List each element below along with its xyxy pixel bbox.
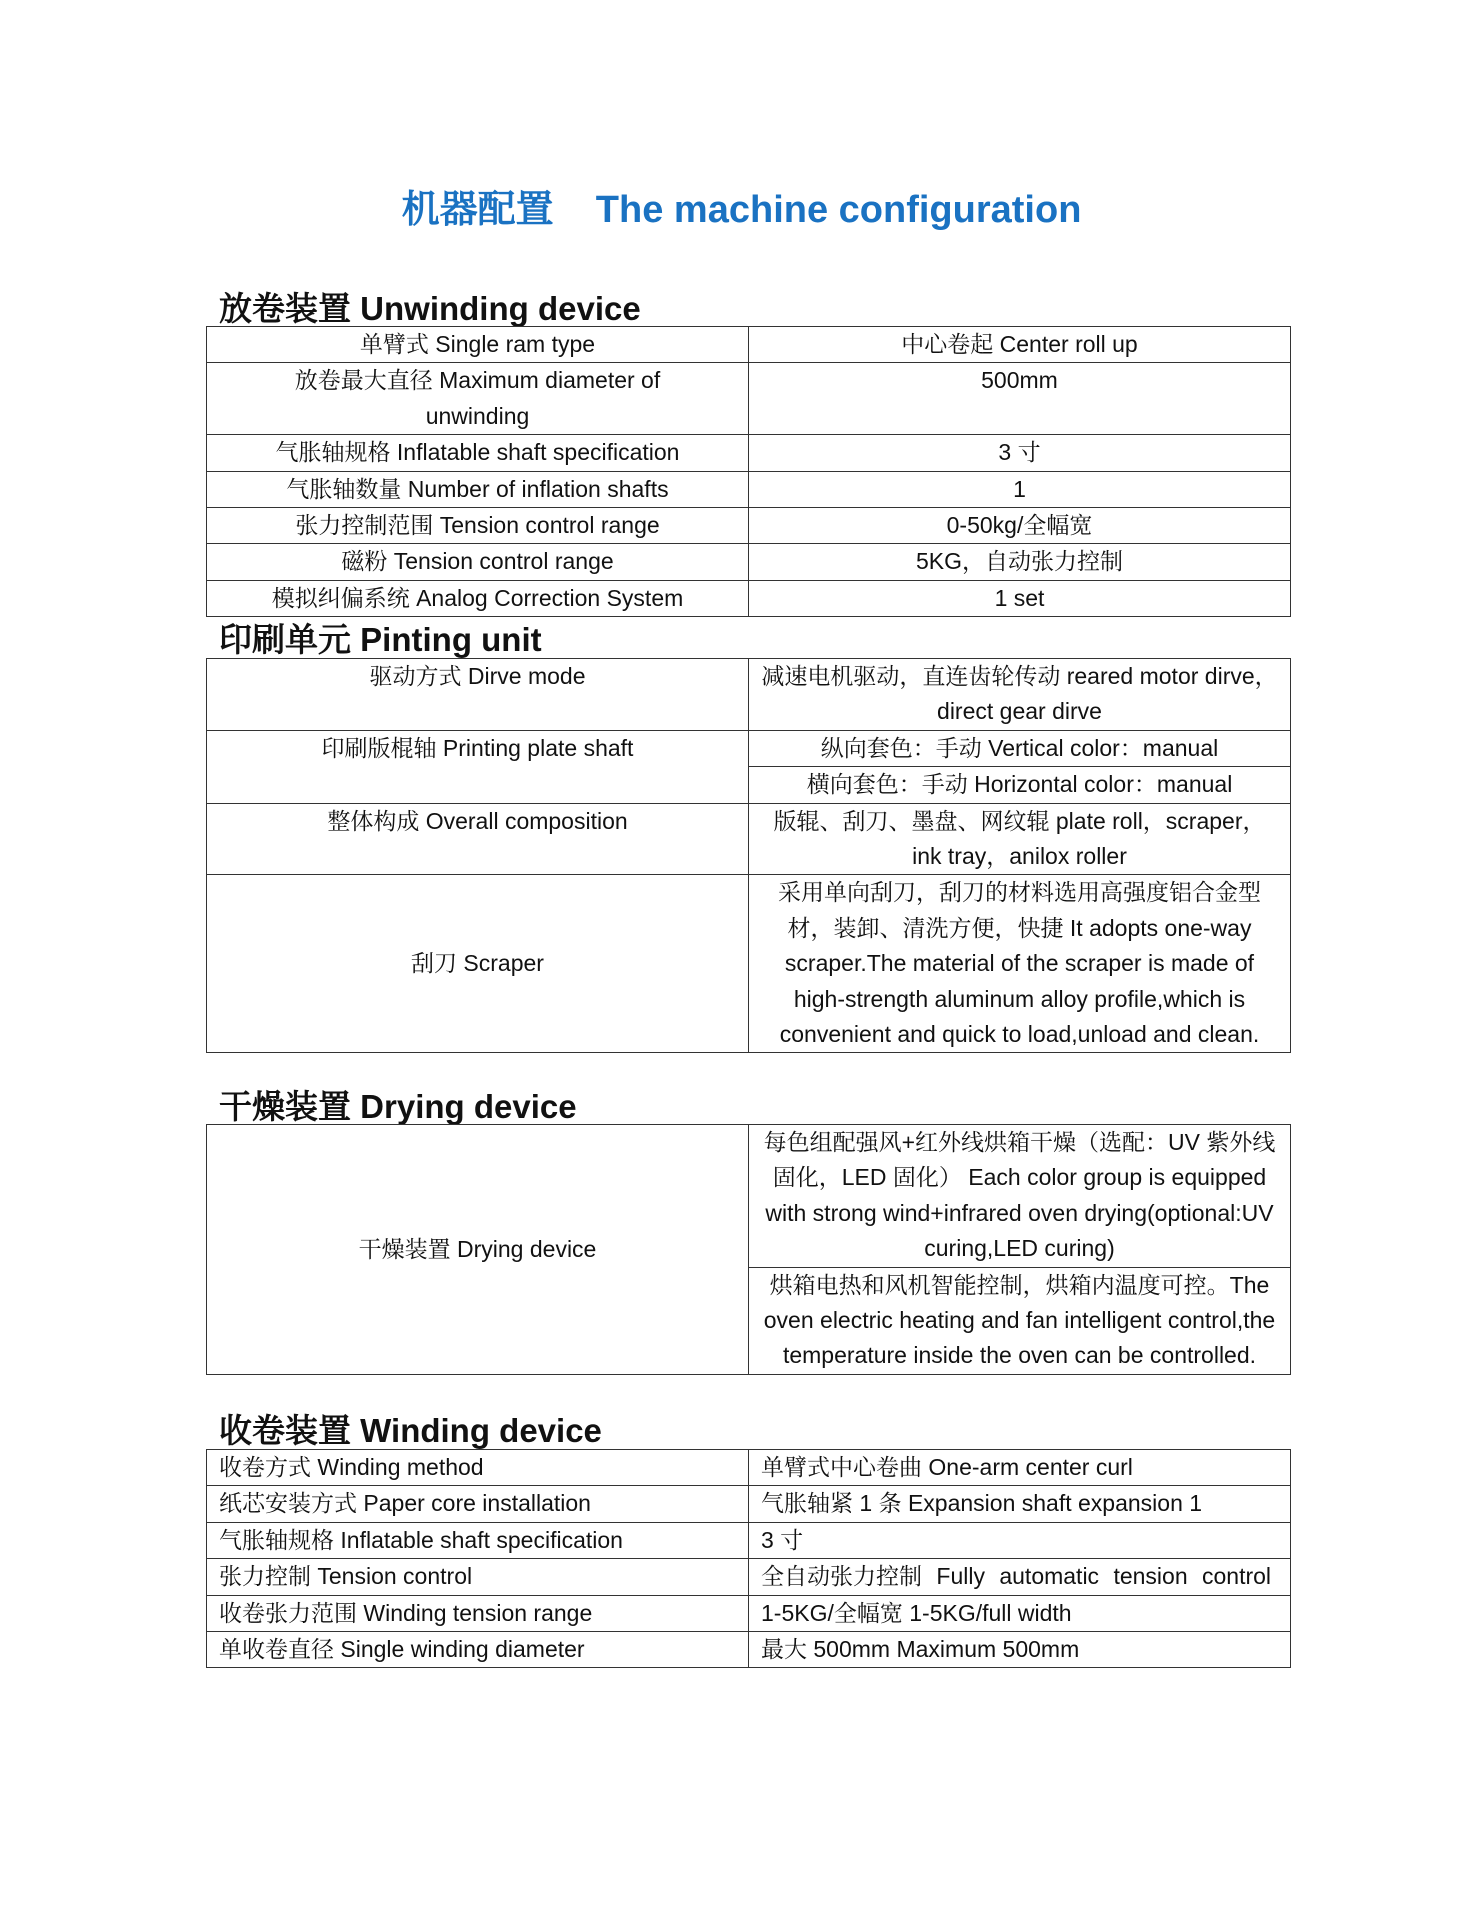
table-row: [207, 1486, 1291, 1522]
label-cell: 张力控制 Tension control: [207, 1559, 749, 1595]
table-row: [207, 1559, 1291, 1595]
label-cell: 印刷版棍轴 Printing plate shaft: [207, 730, 749, 803]
page-title: 机器配置 The machine configuration: [401, 189, 1082, 231]
table-row: [207, 508, 1291, 544]
value-cell: 最大 500mm Maximum 500mm: [749, 1632, 1291, 1668]
table-row: [207, 1522, 1291, 1558]
table-row: [207, 1632, 1291, 1668]
value-cell: 横向套色：手动 Horizontal color：manual: [749, 767, 1291, 803]
label-cell: 收卷张力范围 Winding tension range: [207, 1595, 749, 1631]
printing-table: [206, 658, 1291, 1053]
value-cell: 纵向套色：手动 Vertical color：manual: [749, 730, 1291, 766]
winding-table: [206, 1449, 1291, 1668]
unwinding-table: [206, 326, 1291, 617]
label-cell: 纸芯安装方式 Paper core installation: [207, 1486, 749, 1522]
section-heading-printing: 印刷单元 Pinting unit: [219, 621, 542, 658]
value-cell: 1 set: [749, 580, 1291, 616]
table-row: [207, 327, 1291, 363]
label-cell: 张力控制范围 Tension control range: [207, 508, 749, 544]
label-cell: 模拟纠偏系统 Analog Correction System: [207, 580, 749, 616]
table-row: [207, 875, 1291, 1053]
value-cell: 采用单向刮刀，刮刀的材料选用高强度铝合金型材，装卸、清洗方便，快捷 It adopts one-way scraper.The material of the scraper is made of high-strength aluminum alloy profile,which is convenient and quick to load,unload and clean.: [749, 875, 1291, 1053]
value-cell: 500mm: [749, 363, 1291, 435]
label-cell: 磁粉 Tension control range: [207, 544, 749, 580]
value-cell: 全自动张力控制 Fully automatic tension control: [749, 1559, 1291, 1595]
table-row: [207, 580, 1291, 616]
value-cell: 0-50kg/全幅宽: [749, 508, 1291, 544]
value-cell: 1: [749, 471, 1291, 507]
drying-table: [206, 1124, 1291, 1375]
section-heading-drying: 干燥装置 Drying device: [219, 1088, 577, 1125]
table-row: [207, 1450, 1291, 1486]
table-row: [207, 803, 1291, 875]
label-cell: 单臂式 Single ram type: [207, 327, 749, 363]
label-cell: 气胀轴规格 Inflatable shaft specification: [207, 435, 749, 471]
value-cell: 版辊、刮刀、墨盘、网纹辊 plate roll，scraper，ink tray，anilox roller: [749, 803, 1291, 875]
value-cell: 每色组配强风+红外线烘箱干燥（选配：UV 紫外线固化，LED 固化） Each color group is equipped with strong wind+infrared oven drying(optional:UV curing,LED curing): [749, 1125, 1291, 1268]
table-row: [207, 544, 1291, 580]
table-row: [207, 1125, 1291, 1268]
label-cell: 干燥装置 Drying device: [207, 1125, 749, 1375]
label-cell: 气胀轴规格 Inflatable shaft specification: [207, 1522, 749, 1558]
table-row: [207, 471, 1291, 507]
value-cell: 气胀轴紧 1 条 Expansion shaft expansion 1: [749, 1486, 1291, 1522]
section-heading-unwinding: 放卷装置 Unwinding device: [219, 290, 641, 327]
label-cell: 刮刀 Scraper: [207, 875, 749, 1053]
value-cell: 5KG，自动张力控制: [749, 544, 1291, 580]
label-cell: 气胀轴数量 Number of inflation shafts: [207, 471, 749, 507]
label-cell: 驱动方式 Dirve mode: [207, 659, 749, 731]
value-cell: 中心卷起 Center roll up: [749, 327, 1291, 363]
value-cell: 减速电机驱动，直连齿轮传动 reared motor dirve，direct gear dirve: [749, 659, 1291, 731]
table-row: [207, 1595, 1291, 1631]
value-cell: 单臂式中心卷曲 One-arm center curl: [749, 1450, 1291, 1486]
section-heading-winding: 收卷装置 Winding device: [219, 1412, 602, 1449]
value-cell: 烘箱电热和风机智能控制，烘箱内温度可控。The oven electric heating and fan intelligent control,the temperature inside the oven can be controlled.: [749, 1267, 1291, 1374]
label-cell: 放卷最大直径 Maximum diameter of unwinding: [207, 363, 749, 435]
table-row: [207, 730, 1291, 766]
value-cell: 3 寸: [749, 435, 1291, 471]
table-row: [207, 659, 1291, 731]
value-cell: 1-5KG/全幅宽 1-5KG/full width: [749, 1595, 1291, 1631]
label-cell: 整体构成 Overall composition: [207, 803, 749, 875]
table-row: [207, 363, 1291, 435]
label-cell: 单收卷直径 Single winding diameter: [207, 1632, 749, 1668]
table-row: [207, 435, 1291, 471]
label-cell: 收卷方式 Winding method: [207, 1450, 749, 1486]
value-cell: 3 寸: [749, 1522, 1291, 1558]
